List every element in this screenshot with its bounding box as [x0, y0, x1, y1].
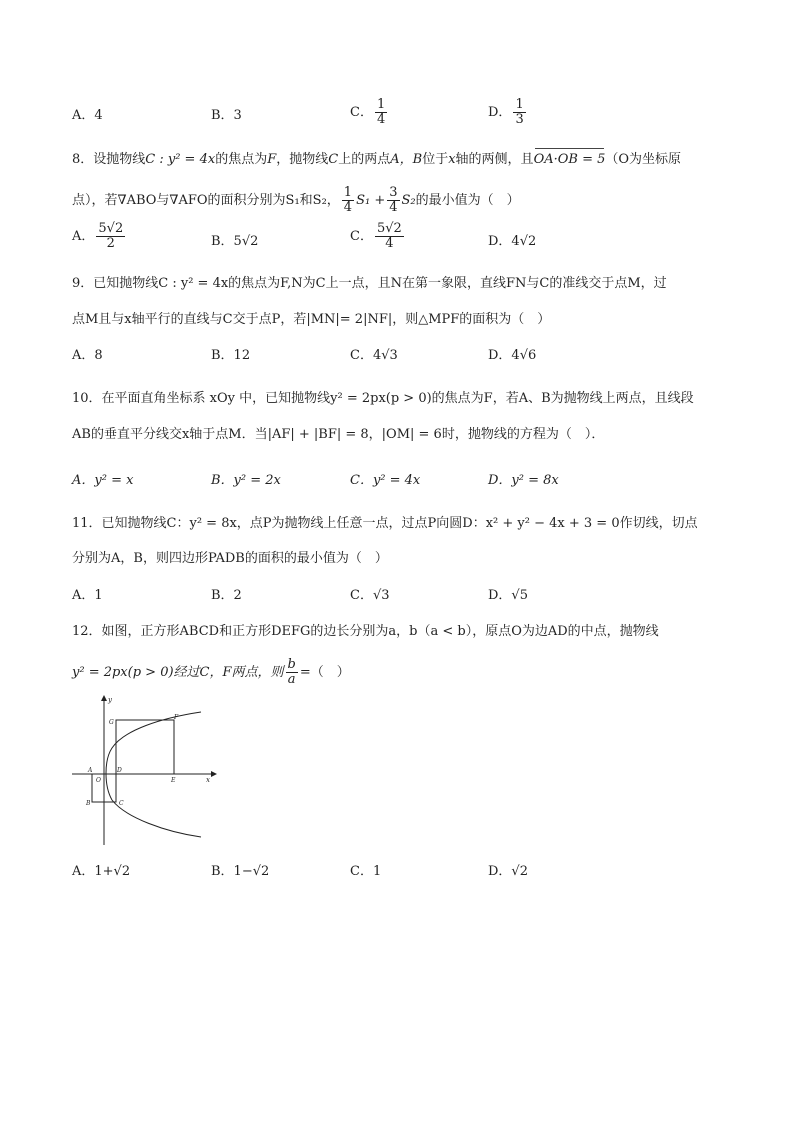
label-o: O: [96, 777, 101, 784]
q10-line-1: 10．在平面直角坐标系 xOy 中，已知抛物线y² = 2px(p > 0)的焦点为F，若A、B为抛物线上两点，且线段: [72, 391, 694, 406]
q12-option-a: A．1+√2: [72, 864, 131, 879]
q7-option-c: C． $\frac{1}{4}$: [350, 97, 386, 127]
label-g: G: [109, 719, 114, 726]
q9-option-c: C．4√3: [350, 348, 398, 363]
label-a: A: [88, 767, 93, 774]
q8-option-a: A． $\frac{5√2}{2}$: [72, 221, 124, 251]
square-defg: [116, 720, 174, 774]
q8-option-d: D．4√2: [488, 234, 537, 249]
label-c: C: [119, 800, 124, 807]
q12-parabola-figure: [66, 690, 226, 850]
label-e: E: [171, 777, 176, 784]
q10-option-a: A．y² = x: [72, 473, 134, 488]
q11-option-b: B．2: [211, 588, 242, 603]
q12-option-c: C．1: [350, 864, 382, 879]
q11-line-2: 分别为A，B，则四边形PADB的面积的最小值为（ ）: [72, 551, 388, 566]
q8-option-c: C． $\frac{5√2}{4}$: [350, 221, 402, 251]
q7-option-b: B．3: [211, 108, 242, 123]
q11-option-c: C．√3: [350, 588, 390, 603]
label-x: x: [206, 776, 210, 784]
q8-line-2: 点），若∇ABO与∇AFO的面积分别为S₁和S₂， $\frac{1}{4}$ S₁ + $\frac{3}{4}$ S₂的最小值为（ ）: [72, 185, 520, 215]
q9-option-a: A．8: [72, 348, 103, 363]
q11-line-1: 11．已知抛物线C：y² = 8x，点P为抛物线上任意一点，过点P向圆D：x² + y² − 4x + 3 = 0作切线，切点: [72, 516, 698, 531]
q9-option-d: D．4√6: [488, 348, 537, 363]
label-b: B: [86, 800, 91, 807]
q7-option-d: D． $\frac{1}{3}$: [488, 97, 524, 127]
q8-option-b: B．5√2: [211, 234, 259, 249]
label-y: y: [108, 696, 112, 704]
q11-option-d: D．√5: [488, 588, 528, 603]
q12-option-b: B．1−√2: [211, 864, 270, 879]
q10-line-2: AB的垂直平分线交x轴于点M．当|AF| + |BF| = 8，|OM| = 6时，抛物线的方程为（ ）．: [72, 427, 605, 442]
q10-option-b: B．y² = 2x: [211, 473, 281, 488]
q10-option-c: C．y² = 4x: [350, 473, 421, 488]
q8-line-1: 8．设抛物线C : y² = 4x的焦点为F，抛物线C上的两点A，B位于x轴的两侧，且OA·OB = 5（O为坐标原: [72, 150, 724, 170]
q9-line-2: 点M且与x轴平行的直线与C交于点P，若|MN|= 2|NF|，则△MPF的面积为（ ）: [72, 312, 551, 327]
q7-option-a: A．4: [72, 108, 103, 123]
label-f: F: [174, 714, 179, 721]
q10-option-d: D．y² = 8x: [488, 473, 559, 488]
q11-option-a: A．1: [72, 588, 103, 603]
label-d: D: [117, 767, 122, 774]
q12-line-2: y² = 2px(p > 0)经过C，F两点，则 $\frac{b}{a}$ =（ ）: [72, 657, 350, 687]
q9-line-1: 9．已知抛物线C : y² = 4x的焦点为F,N为C上一点，且N在第一象限，直线FN与C的准线交于点M，过: [72, 276, 667, 291]
q12-option-d: D．√2: [488, 864, 528, 879]
q9-option-b: B．12: [211, 348, 251, 363]
q12-line-1: 12．如图，正方形ABCD和正方形DEFG的边长分别为a，b（a < b），原点O为边AD的中点，抛物线: [72, 624, 659, 639]
